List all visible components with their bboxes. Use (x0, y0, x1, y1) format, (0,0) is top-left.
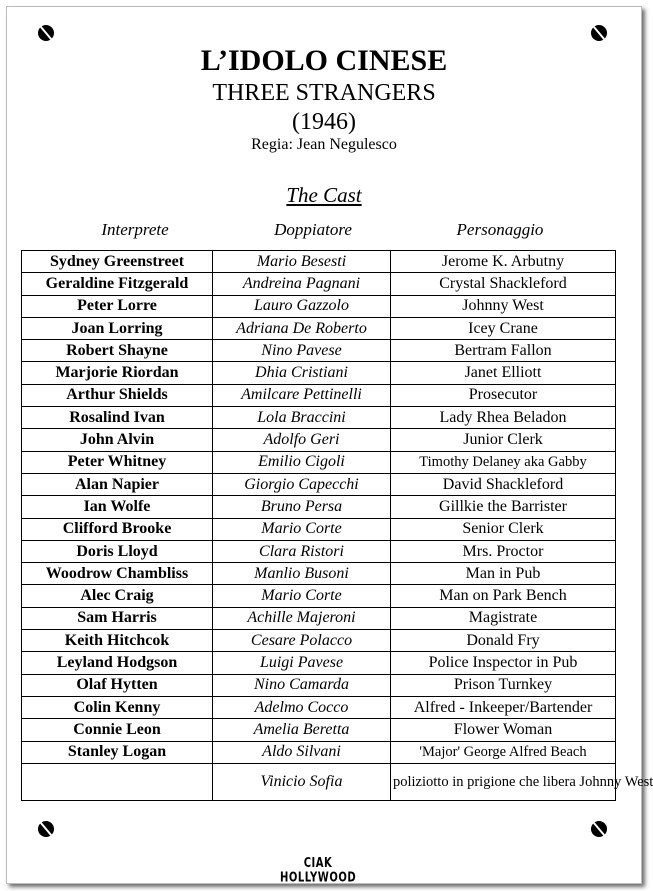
character-cell: Jerome K. Arbutny (391, 251, 616, 273)
table-row (22, 384, 616, 406)
column-header-dubber: Doppiatore (274, 220, 352, 239)
table-row (22, 518, 616, 540)
table-row (22, 563, 616, 585)
actor-cell: Alec Craig (22, 585, 213, 607)
table-row (22, 607, 616, 629)
table-row (22, 696, 616, 718)
dubber-cell: Mario Besesti (213, 251, 391, 273)
character-cell: Mrs. Proctor (391, 540, 616, 562)
character-cell: Icey Crane (391, 317, 616, 339)
actor-cell: Marjorie Riordan (22, 362, 213, 384)
table-row (22, 674, 616, 696)
dubber-cell: Aldo Silvani (213, 741, 391, 763)
dubber-cell: Adriana De Roberto (213, 317, 391, 339)
character-cell: Man on Park Bench (391, 585, 616, 607)
dubber-cell: Lauro Gazzolo (213, 295, 391, 317)
table-row (22, 273, 616, 295)
dubber-cell: Vinicio Sofia (213, 763, 391, 800)
actor-cell: Olaf Hytten (22, 674, 213, 696)
actor-cell: Ian Wolfe (22, 496, 213, 518)
screw-bottom-left-icon (38, 821, 54, 837)
character-cell: Lady Rhea Beladon (391, 407, 616, 429)
table-row (22, 652, 616, 674)
actor-cell: Alan Napier (22, 473, 213, 495)
table-row (22, 295, 616, 317)
actor-cell: Peter Lorre (22, 295, 213, 317)
table-row (22, 763, 616, 800)
character-cell: Johnny West (391, 295, 616, 317)
character-cell: Gillkie the Barrister (391, 496, 616, 518)
character-cell: poliziotto in prigione che libera Johnny West (391, 763, 616, 800)
actor-cell: Joan Lorring (22, 317, 213, 339)
dubber-cell: Giorgio Capecchi (213, 473, 391, 495)
table-row (22, 585, 616, 607)
actor-cell: Colin Kenny (22, 696, 213, 718)
character-cell: Prison Turnkey (391, 674, 616, 696)
table-row (22, 407, 616, 429)
table-row (22, 317, 616, 339)
character-cell: Alfred - Inkeeper/Bartender (391, 696, 616, 718)
character-cell: Flower Woman (391, 719, 616, 741)
release-year: (1946) (292, 109, 356, 135)
dubber-cell: Bruno Persa (213, 496, 391, 518)
screw-bottom-right-icon (591, 821, 607, 837)
dubber-cell: Adelmo Cocco (213, 696, 391, 718)
character-cell: Donald Fry (391, 630, 616, 652)
character-cell: Police Inspector in Pub (391, 652, 616, 674)
actor-cell: Woodrow Chambliss (22, 563, 213, 585)
actor-cell: Sam Harris (22, 607, 213, 629)
page-title: L’IDOLO CINESE (200, 44, 448, 77)
actor-cell: Geraldine Fitzgerald (22, 273, 213, 295)
actor-cell: Clifford Brooke (22, 518, 213, 540)
screw-top-left-icon (38, 25, 54, 41)
actor-cell: Peter Whitney (22, 451, 213, 473)
original-title: THREE STRANGERS (212, 80, 436, 106)
table-row (22, 362, 616, 384)
director-credit: Regia: Jean Negulesco (251, 136, 397, 153)
actor-cell: Robert Shayne (22, 340, 213, 362)
screw-top-right-icon (591, 25, 607, 41)
dubber-cell: Clara Ristori (213, 540, 391, 562)
actor-cell (22, 763, 213, 800)
actor-cell: Stanley Logan (22, 741, 213, 763)
dubber-cell: Mario Corte (213, 585, 391, 607)
dubber-cell: Nino Camarda (213, 674, 391, 696)
actor-cell: Rosalind Ivan (22, 407, 213, 429)
dubber-cell: Dhia Cristiani (213, 362, 391, 384)
dubber-cell: Luigi Pavese (213, 652, 391, 674)
actor-cell: Connie Leon (22, 719, 213, 741)
ciak-hollywood-logo: CIAK HOLLYWOOD (280, 856, 357, 886)
character-cell: Man in Pub (391, 563, 616, 585)
column-header-character: Personaggio (456, 220, 544, 239)
actor-cell: Arthur Shields (22, 384, 213, 406)
table-row (22, 451, 616, 473)
table-row (22, 473, 616, 495)
character-cell: Janet Elliott (391, 362, 616, 384)
table-row (22, 719, 616, 741)
character-cell: 'Major' George Alfred Beach (391, 741, 616, 763)
cast-table (21, 250, 653, 801)
dubber-cell: Andreina Pagnani (213, 273, 391, 295)
dubber-cell: Mario Corte (213, 518, 391, 540)
section-heading: The Cast (286, 183, 362, 207)
table-row (22, 540, 616, 562)
dubber-cell: Amelia Beretta (213, 719, 391, 741)
dubber-cell: Nino Pavese (213, 340, 391, 362)
character-cell: Crystal Shackleford (391, 273, 616, 295)
dubber-cell: Adolfo Geri (213, 429, 391, 451)
table-row (22, 630, 616, 652)
dubber-cell: Achille Majeroni (213, 607, 391, 629)
character-cell: Junior Clerk (391, 429, 616, 451)
column-header-actor: Interprete (101, 220, 169, 239)
actor-cell: Doris Lloyd (22, 540, 213, 562)
table-row (22, 741, 616, 763)
character-cell: Prosecutor (391, 384, 616, 406)
table-row (22, 340, 616, 362)
table-row (22, 251, 616, 273)
character-cell: Senior Clerk (391, 518, 616, 540)
character-cell: David Shackleford (391, 473, 616, 495)
character-cell: Bertram Fallon (391, 340, 616, 362)
dubber-cell: Emilio Cigoli (213, 451, 391, 473)
character-cell: Magistrate (391, 607, 616, 629)
actor-cell: Keith Hitchcok (22, 630, 213, 652)
dubber-cell: Amilcare Pettinelli (213, 384, 391, 406)
actor-cell: Sydney Greenstreet (22, 251, 213, 273)
dubber-cell: Cesare Polacco (213, 630, 391, 652)
character-cell: Timothy Delaney aka Gabby (391, 451, 616, 473)
dubber-cell: Lola Braccini (213, 407, 391, 429)
dubber-cell: Manlio Busoni (213, 563, 391, 585)
actor-cell: Leyland Hodgson (22, 652, 213, 674)
table-row (22, 496, 616, 518)
actor-cell: John Alvin (22, 429, 213, 451)
table-row (22, 429, 616, 451)
